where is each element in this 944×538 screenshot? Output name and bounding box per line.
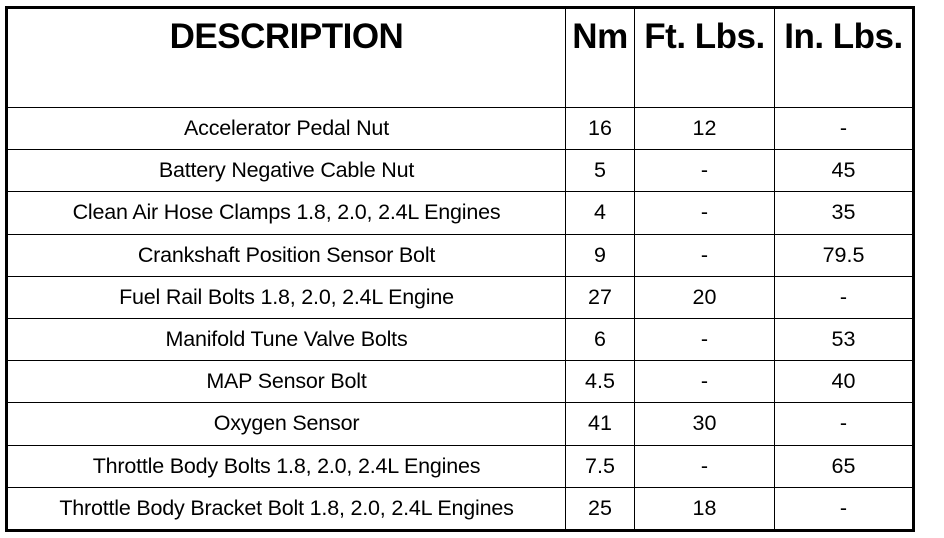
table-row bbox=[7, 150, 914, 192]
cell-ft-lbs: 20 bbox=[635, 276, 775, 318]
cell-nm: 5 bbox=[566, 150, 635, 192]
cell-ft-lbs: 12 bbox=[635, 108, 775, 150]
cell-description: Crankshaft Position Sensor Bolt bbox=[7, 234, 566, 276]
table-row bbox=[7, 192, 914, 234]
cell-in-lbs: 35 bbox=[775, 192, 914, 234]
cell-ft-lbs: - bbox=[635, 234, 775, 276]
cell-description: Clean Air Hose Clamps 1.8, 2.0, 2.4L Engines bbox=[7, 192, 566, 234]
cell-ft-lbs: 30 bbox=[635, 403, 775, 445]
cell-description: Throttle Body Bracket Bolt 1.8, 2.0, 2.4L Engines bbox=[7, 487, 566, 530]
cell-in-lbs: 79.5 bbox=[775, 234, 914, 276]
cell-description: Throttle Body Bolts 1.8, 2.0, 2.4L Engines bbox=[7, 445, 566, 487]
table-row bbox=[7, 361, 914, 403]
torque-specifications-table bbox=[5, 6, 915, 532]
cell-in-lbs: 53 bbox=[775, 318, 914, 360]
header-description: DESCRIPTION bbox=[7, 8, 566, 108]
cell-nm: 7.5 bbox=[566, 445, 635, 487]
cell-in-lbs: - bbox=[775, 487, 914, 530]
header-row bbox=[7, 8, 914, 108]
header-nm: Nm bbox=[566, 8, 635, 108]
cell-nm: 6 bbox=[566, 318, 635, 360]
cell-in-lbs: - bbox=[775, 276, 914, 318]
table-row bbox=[7, 108, 914, 150]
cell-description: Oxygen Sensor bbox=[7, 403, 566, 445]
cell-ft-lbs: - bbox=[635, 318, 775, 360]
cell-ft-lbs: - bbox=[635, 150, 775, 192]
cell-nm: 16 bbox=[566, 108, 635, 150]
table-row bbox=[7, 276, 914, 318]
header-in-lbs: In. Lbs. bbox=[775, 8, 914, 108]
cell-description: Battery Negative Cable Nut bbox=[7, 150, 566, 192]
table-row bbox=[7, 445, 914, 487]
header-ft-lbs: Ft. Lbs. bbox=[635, 8, 775, 108]
cell-in-lbs: - bbox=[775, 108, 914, 150]
cell-nm: 25 bbox=[566, 487, 635, 530]
cell-description: MAP Sensor Bolt bbox=[7, 361, 566, 403]
table-row bbox=[7, 234, 914, 276]
cell-nm: 27 bbox=[566, 276, 635, 318]
cell-ft-lbs: - bbox=[635, 445, 775, 487]
cell-ft-lbs: - bbox=[635, 361, 775, 403]
cell-nm: 4 bbox=[566, 192, 635, 234]
cell-description: Fuel Rail Bolts 1.8, 2.0, 2.4L Engine bbox=[7, 276, 566, 318]
table-row bbox=[7, 318, 914, 360]
table-row bbox=[7, 403, 914, 445]
cell-in-lbs: 40 bbox=[775, 361, 914, 403]
cell-in-lbs: - bbox=[775, 403, 914, 445]
cell-nm: 9 bbox=[566, 234, 635, 276]
cell-ft-lbs: - bbox=[635, 192, 775, 234]
cell-description: Accelerator Pedal Nut bbox=[7, 108, 566, 150]
cell-in-lbs: 45 bbox=[775, 150, 914, 192]
cell-in-lbs: 65 bbox=[775, 445, 914, 487]
table-row bbox=[7, 487, 914, 530]
table-header bbox=[7, 8, 914, 108]
table-body bbox=[7, 108, 914, 531]
cell-nm: 4.5 bbox=[566, 361, 635, 403]
cell-ft-lbs: 18 bbox=[635, 487, 775, 530]
cell-nm: 41 bbox=[566, 403, 635, 445]
cell-description: Manifold Tune Valve Bolts bbox=[7, 318, 566, 360]
